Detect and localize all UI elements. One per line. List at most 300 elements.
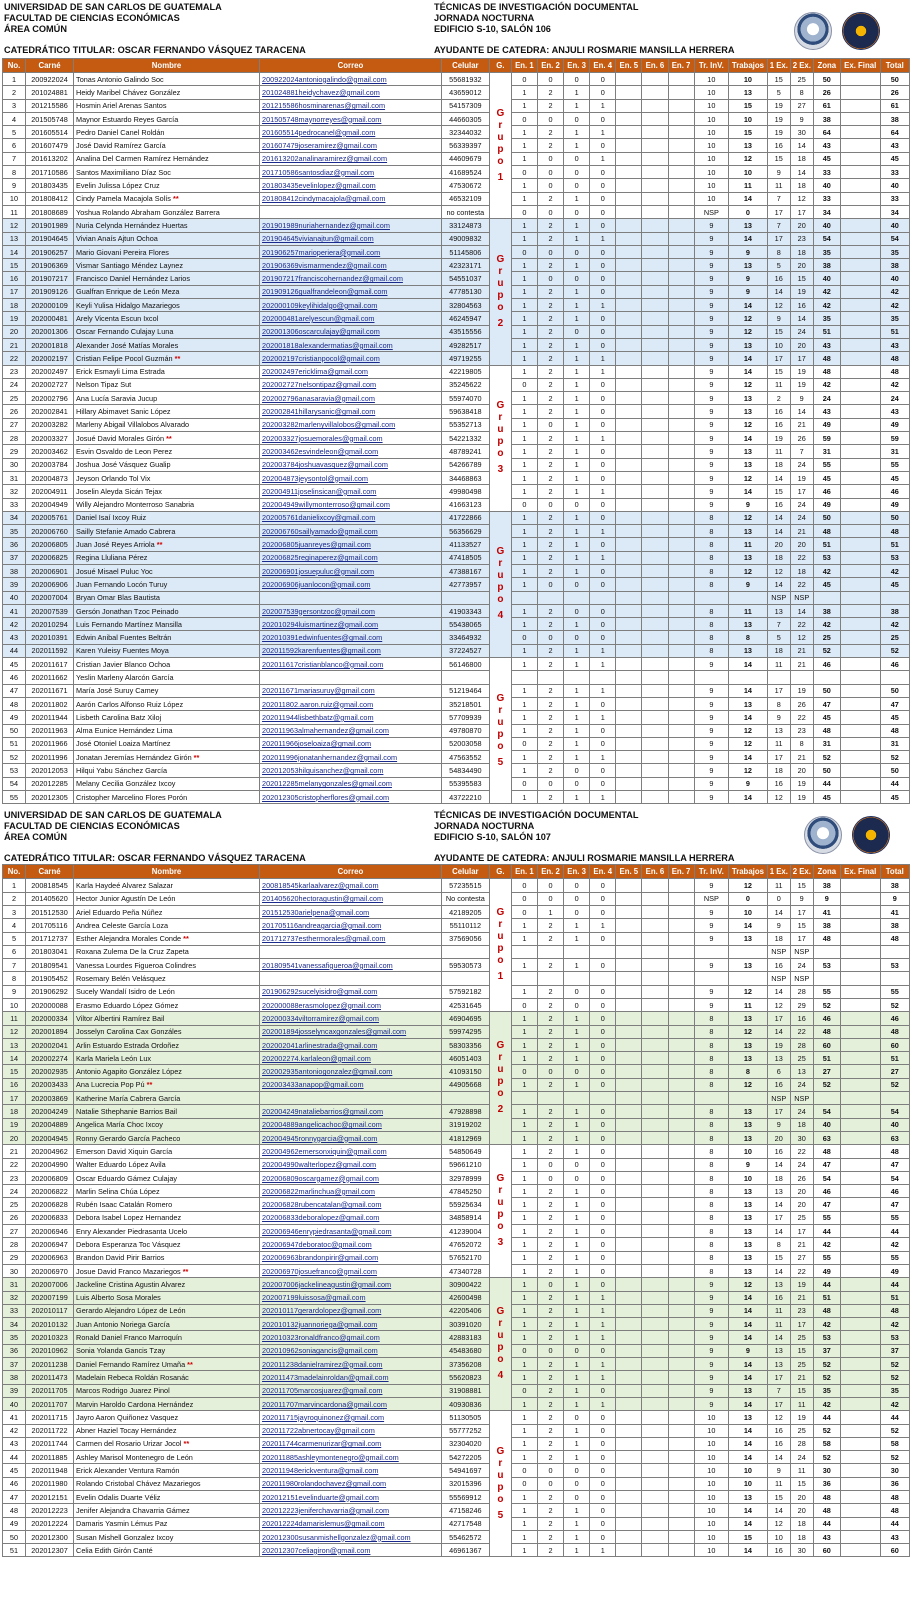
email[interactable]: 202007006jackelineagustin@gmail.com: [260, 1278, 442, 1291]
phone: 54850649: [441, 1145, 489, 1158]
en-3: 1: [564, 1105, 590, 1118]
group-letter: u: [497, 1469, 504, 1481]
student-row: [3, 312, 910, 325]
zona: 55: [813, 1251, 840, 1264]
email[interactable]: 202004949willymonterroso@gmail.com: [260, 498, 442, 511]
email[interactable]: 201907217franciscohernandez@gmail.com: [260, 272, 442, 285]
email[interactable]: 202001306oscarculajay@gmail.com: [260, 325, 442, 338]
email[interactable]: 202011722abnertocay@gmail.com: [260, 1424, 442, 1437]
trabajos: 14: [729, 1424, 768, 1437]
student-row: [3, 1145, 910, 1158]
email[interactable]: 202011238danielramirez@gmail.com: [260, 1358, 442, 1371]
carne: 202010132: [25, 1318, 73, 1331]
email[interactable]: 202003462esvindeleon@gmail.com: [260, 445, 442, 458]
en-6: [642, 445, 668, 458]
group-label: [489, 1145, 511, 1278]
final-exam: [840, 1517, 880, 1530]
en-7: [668, 219, 694, 232]
en-7: [668, 1544, 694, 1557]
email[interactable]: 202004962emersonxiquin@gmail.com: [260, 1145, 442, 1158]
en-2: 2: [537, 1225, 563, 1238]
tr-inv: 10: [694, 112, 728, 125]
student-row: [3, 525, 910, 538]
en-7: [668, 112, 694, 125]
en-2: 2: [537, 1331, 563, 1344]
en-3: 1: [564, 1052, 590, 1065]
total: 37: [880, 1344, 909, 1357]
student-row: [3, 578, 910, 591]
email[interactable]: 202006901josuepuluc@gmail.com: [260, 564, 442, 577]
email[interactable]: 202010962soniagancis@gmail.com: [260, 1344, 442, 1357]
final-exam: [840, 1344, 880, 1357]
email[interactable]: 202007539gersontzoc@gmail.com: [260, 604, 442, 617]
total: 51: [880, 1291, 909, 1304]
en-5: [616, 1105, 642, 1118]
email[interactable]: 201906369vismarmendez@gmail.com: [260, 259, 442, 272]
zona: 38: [813, 879, 840, 892]
email[interactable]: 202003282marlenyvillalobos@gmail.com: [260, 418, 442, 431]
email[interactable]: 202004911joselinsican@gmail.com: [260, 485, 442, 498]
en-5: [616, 945, 642, 958]
email[interactable]: 202000481arelyescun@gmail.com: [260, 312, 442, 325]
email[interactable]: 202006805juanreyes@gmail.com: [260, 538, 442, 551]
email[interactable]: 202003433anapop@gmail.com: [260, 1078, 442, 1091]
total: 52: [880, 1451, 909, 1464]
en-6: [642, 73, 668, 86]
student-row: [3, 671, 910, 684]
email[interactable]: 202005761danielixcoy@gmail.com: [260, 511, 442, 524]
email[interactable]: [260, 205, 442, 218]
en-2: 2: [537, 1544, 563, 1557]
email[interactable]: 201705116andreagarcia@gmail.com: [260, 919, 442, 932]
tr-inv: 9: [694, 985, 728, 998]
group-letter: p: [497, 1481, 504, 1493]
phone: 30900422: [441, 1278, 489, 1291]
en-2: 2: [537, 1451, 563, 1464]
email[interactable]: 202006970josuefranco@gmail.com: [260, 1264, 442, 1277]
en-6: [642, 945, 668, 958]
column-header: No.: [3, 865, 26, 879]
email[interactable]: 202002497ericklima@gmail.com: [260, 365, 442, 378]
email[interactable]: 202006833deboralopez@gmail.com: [260, 1211, 442, 1224]
en-4: 0: [590, 1451, 616, 1464]
zona: 48: [813, 1504, 840, 1517]
email[interactable]: 202006828rubencatalan@gmail.com: [260, 1198, 442, 1211]
trabajos: 12: [729, 764, 768, 777]
row-number: 14: [3, 1052, 26, 1065]
email[interactable]: 202004249nataliebarrios@gmail.com: [260, 1105, 442, 1118]
en-7: [668, 1105, 694, 1118]
email[interactable]: 201710586santosdiaz@gmail.com: [260, 166, 442, 179]
email[interactable]: 201906292sucelyisidro@gmail.com: [260, 985, 442, 998]
en-3: 1: [564, 1238, 590, 1251]
en-3: 1: [564, 1225, 590, 1238]
email[interactable]: 202006947deboratoc@gmail.com: [260, 1238, 442, 1251]
en-3: 1: [564, 139, 590, 152]
email[interactable]: 202000088erasmolopez@gmail.com: [260, 999, 442, 1012]
en-2: 2: [537, 1078, 563, 1091]
email[interactable]: 201512530arielpena@gmail.com: [260, 905, 442, 918]
student-name: Luis Fernando Martínez Mansilla: [74, 618, 260, 631]
email[interactable]: 202011473madelainroldan@gmail.com: [260, 1371, 442, 1384]
row-number: 21: [3, 338, 26, 351]
exam-1: NSP: [767, 1092, 790, 1105]
row-number: 27: [3, 1225, 26, 1238]
zona: 43: [813, 1530, 840, 1543]
phone: 42531645: [441, 999, 489, 1012]
en-3: [564, 671, 590, 684]
email[interactable]: 202006825reginaperez@gmail.com: [260, 551, 442, 564]
en-4: 0: [590, 737, 616, 750]
en-7: [668, 152, 694, 165]
email[interactable]: 202002197cristianpocol@gmail.com: [260, 352, 442, 365]
student-name: María José Suruy Camey: [74, 684, 260, 697]
email[interactable]: 202003784joshuavasquez@gmail.com: [260, 458, 442, 471]
student-row: [3, 1530, 910, 1543]
en-5: [616, 458, 642, 471]
email[interactable]: 202010132juannoriega@gmail.com: [260, 1318, 442, 1331]
en-1: 1: [511, 932, 537, 945]
student-row: [3, 1185, 910, 1198]
final-exam: [840, 1358, 880, 1371]
en-4: 0: [590, 1424, 616, 1437]
email[interactable]: [260, 591, 442, 604]
email[interactable]: 201613202analinaramirez@gmail.com: [260, 152, 442, 165]
email[interactable]: 202011948erickventura@gmail.com: [260, 1464, 442, 1477]
email[interactable]: 202011744carmenurizar@gmail.com: [260, 1437, 442, 1450]
student-row: [3, 1464, 910, 1477]
en-5: [616, 471, 642, 484]
carne: 202004889: [25, 1118, 73, 1131]
en-3: 1: [564, 445, 590, 458]
student-row: [3, 538, 910, 551]
email[interactable]: 202004889angelicachoc@gmail.com: [260, 1118, 442, 1131]
email[interactable]: 202012224damarislemus@gmail.com: [260, 1517, 442, 1530]
exam-1: 14: [767, 578, 790, 591]
email[interactable]: 202012151evelinduarte@gmail.com: [260, 1490, 442, 1503]
zona: [813, 591, 840, 604]
email[interactable]: 202011617cristianblanco@gmail.com: [260, 658, 442, 671]
student-name: Joshua José Vásquez Gualip: [74, 458, 260, 471]
email[interactable]: 202011671mariasuruy@gmail.com: [260, 684, 442, 697]
en-3: 0: [564, 245, 590, 258]
phone: 49780870: [441, 724, 489, 737]
group-number: 1: [497, 971, 504, 983]
email[interactable]: 202006822marlinchua@gmail.com: [260, 1185, 442, 1198]
email[interactable]: 201215586hosminarenas@gmail.com: [260, 99, 442, 112]
email[interactable]: [260, 945, 442, 958]
en-2: 2: [537, 1105, 563, 1118]
email[interactable]: 202012305cristopherflores@gmail.com: [260, 791, 442, 804]
student-name: Daniel Isaí Ixcoy Ruiz: [74, 511, 260, 524]
email[interactable]: 202011963almahernandez@gmail.com: [260, 724, 442, 737]
en-3: 1: [564, 1517, 590, 1530]
en-6: [642, 919, 668, 932]
email[interactable]: 201505748maynorreyes@gmail.com: [260, 112, 442, 125]
en-4: 0: [590, 985, 616, 998]
email[interactable]: 202004945ronnygarcia@gmail.com: [260, 1131, 442, 1144]
zona: 42: [813, 299, 840, 312]
en-5: [616, 764, 642, 777]
catedratico-titular: CATEDRÁTICO TITULAR: OSCAR FERNANDO VÁSQUEZ TARACENA: [4, 853, 306, 864]
en-6: [642, 126, 668, 139]
en-5: [616, 338, 642, 351]
email[interactable]: 202010117gerardolopez@gmail.com: [260, 1304, 442, 1317]
total: [880, 591, 909, 604]
student-name: [74, 538, 260, 551]
phone: 56339397: [441, 139, 489, 152]
email[interactable]: [260, 1092, 442, 1105]
en-4: 0: [590, 959, 616, 972]
zona: 38: [813, 259, 840, 272]
email[interactable]: 201909126gualfrandeleon@gmail.com: [260, 285, 442, 298]
final-exam: [840, 1331, 880, 1344]
email[interactable]: 201024881heidychavez@gmail.com: [260, 86, 442, 99]
en-7: [668, 139, 694, 152]
exam-1: 13: [767, 604, 790, 617]
exam-1: 12: [767, 791, 790, 804]
email[interactable]: 202002796anasaravia@gmail.com: [260, 392, 442, 405]
email[interactable]: 202000109keylihidalgo@gmail.com: [260, 299, 442, 312]
email[interactable]: 202011802.aaron.ruiz@gmail.com: [260, 697, 442, 710]
trabajos: 14: [729, 1371, 768, 1384]
exam-1: 12: [767, 299, 790, 312]
row-number: 40: [3, 591, 26, 604]
trabajos: 13: [729, 405, 768, 418]
exam-2: 22: [790, 711, 813, 724]
email[interactable]: 201901989nuriahernandez@gmail.com: [260, 219, 442, 232]
en-6: [642, 604, 668, 617]
exam-2: 17: [790, 1225, 813, 1238]
email[interactable]: 202002841hillarysanic@gmail.com: [260, 405, 442, 418]
email[interactable]: 201605514pedrocanel@gmail.com: [260, 126, 442, 139]
trabajos: [729, 671, 768, 684]
zona: 55: [813, 985, 840, 998]
phone: 42883183: [441, 1331, 489, 1344]
email[interactable]: 202001818alexandermatias@gmail.com: [260, 338, 442, 351]
email[interactable]: 202011715jayroquinonez@gmail.com: [260, 1411, 442, 1424]
student-row: [3, 471, 910, 484]
email[interactable]: 202012307celiagiron@gmail.com: [260, 1544, 442, 1557]
en-4: 1: [590, 644, 616, 657]
final-exam: [840, 312, 880, 325]
email[interactable]: 202000334viltorramirez@gmail.com: [260, 1012, 442, 1025]
en-4: 0: [590, 578, 616, 591]
en-1: 1: [511, 1318, 537, 1331]
en-3: 1: [564, 1278, 590, 1291]
email[interactable]: 202010391edwinfuentes@gmail.com: [260, 631, 442, 644]
exam-2: 18: [790, 245, 813, 258]
email[interactable]: 202012285melanygonzales@gmail.com: [260, 777, 442, 790]
student-name: Willy Alejandro Monterroso Sanabria: [74, 498, 260, 511]
en-5: [616, 985, 642, 998]
student-name: Arely Vicenta Escun Ixcol: [74, 312, 260, 325]
column-header: Celular: [441, 59, 489, 73]
student-row: [3, 631, 910, 644]
email[interactable]: 202002274.karlaleon@gmail.com: [260, 1052, 442, 1065]
email[interactable]: 200818545karlaalvarez@gmail.com: [260, 879, 442, 892]
student-name: Bryan Omar Blas Bautista: [74, 591, 260, 604]
en-2: 2: [537, 764, 563, 777]
email[interactable]: 202011944lisbethbatz@gmail.com: [260, 711, 442, 724]
section-1-header: [0, 0, 912, 58]
email[interactable]: 202011966joseloaiza@gmail.com: [260, 737, 442, 750]
en-5: [616, 1504, 642, 1517]
email[interactable]: 202002727nelsontipaz@gmail.com: [260, 378, 442, 391]
email[interactable]: 202003327josuemorales@gmail.com: [260, 432, 442, 445]
row-number: 29: [3, 1251, 26, 1264]
en-2: 2: [537, 232, 563, 245]
email[interactable]: 202010294luismartinez@gmail.com: [260, 618, 442, 631]
zona: 48: [813, 352, 840, 365]
email[interactable]: 202012300susanmishellgonzalez@gmail.com: [260, 1530, 442, 1543]
email[interactable]: 202010323ronaldfranco@gmail.com: [260, 1331, 442, 1344]
repeat-marker: **: [174, 353, 181, 363]
repeat-marker: **: [183, 934, 189, 944]
trabajos: 14: [729, 232, 768, 245]
email[interactable]: [260, 671, 442, 684]
en-3: 1: [564, 432, 590, 445]
group-letter: G: [496, 107, 505, 119]
row-number: 22: [3, 352, 26, 365]
carne: 202007006: [25, 1278, 73, 1291]
phone: 51130505: [441, 1411, 489, 1424]
en-4: 1: [590, 432, 616, 445]
en-7: [668, 1424, 694, 1437]
en-2: 2: [537, 791, 563, 804]
email[interactable]: 201904645vivianajtun@gmail.com: [260, 232, 442, 245]
exam-1: 14: [767, 1158, 790, 1171]
email[interactable]: 202006963brandonpirir@gmail.com: [260, 1251, 442, 1264]
carne: 202002274: [25, 1052, 73, 1065]
student-row: [3, 1278, 910, 1291]
en-4: 0: [590, 905, 616, 918]
row-number: 33: [3, 498, 26, 511]
phone: 54272205: [441, 1451, 489, 1464]
group-letter: G: [496, 400, 505, 412]
en-3: 0: [564, 578, 590, 591]
email[interactable]: 202004990walterlopez@gmail.com: [260, 1158, 442, 1171]
en-6: [642, 1092, 668, 1105]
student-name: Evelin Julissa López Cruz: [74, 179, 260, 192]
en-6: [642, 245, 668, 258]
column-header: En. 1: [511, 865, 537, 879]
total: 42: [880, 1238, 909, 1251]
email[interactable]: 202011707marvincardona@gmail.com: [260, 1397, 442, 1410]
en-2: 2: [537, 392, 563, 405]
trabajos: 13: [729, 338, 768, 351]
trabajos: 12: [729, 564, 768, 577]
email[interactable]: 202011996jonatanhernandez@gmail.com: [260, 751, 442, 764]
en-4: 0: [590, 538, 616, 551]
tr-inv: 9: [694, 485, 728, 498]
phone: 37356208: [441, 1358, 489, 1371]
email[interactable]: 201405620hectoragustin@gmail.com: [260, 892, 442, 905]
final-exam: [840, 777, 880, 790]
email[interactable]: 202006809oscargamez@gmail.com: [260, 1171, 442, 1184]
column-header: En. 1: [511, 59, 537, 73]
total: 59: [880, 432, 909, 445]
en-4: 0: [590, 1437, 616, 1450]
phone: 47928898: [441, 1105, 489, 1118]
email[interactable]: 202006760saillyamado@gmail.com: [260, 525, 442, 538]
en-1: [511, 671, 537, 684]
email[interactable]: 202012223jeniferchavarria@gmail.com: [260, 1504, 442, 1517]
student-name: Abner Haziel Tocay Hernández: [74, 1424, 260, 1437]
email[interactable]: 202001894josselyncaxgonzales@gmail.com: [260, 1025, 442, 1038]
student-row: [3, 485, 910, 498]
phone: 46245947: [441, 312, 489, 325]
email[interactable]: 202004873jeysontol@gmail.com: [260, 471, 442, 484]
email[interactable]: 201803435evelinlopez@gmail.com: [260, 179, 442, 192]
email[interactable]: 202011885ashleymontenegro@gmail.com: [260, 1451, 442, 1464]
row-number: 15: [3, 1065, 26, 1078]
email[interactable]: 202006906juanlocon@gmail.com: [260, 578, 442, 591]
carne: 201215586: [25, 99, 73, 112]
email[interactable]: 202002041arlinestrada@gmail.com: [260, 1038, 442, 1051]
phone: 37569056: [441, 932, 489, 945]
row-number: 25: [3, 392, 26, 405]
tr-inv: 10: [694, 1451, 728, 1464]
email[interactable]: 202011592karenfuentes@gmail.com: [260, 644, 442, 657]
total: 51: [880, 325, 909, 338]
email[interactable]: 202002935antoniogonzalez@gmail.com: [260, 1065, 442, 1078]
trabajos: 12: [729, 985, 768, 998]
phone: 47340728: [441, 1264, 489, 1277]
row-number: 7: [3, 959, 26, 972]
carne: 202006963: [25, 1251, 73, 1264]
phone: 34468863: [441, 471, 489, 484]
carne: 201905452: [25, 972, 73, 985]
total: 42: [880, 299, 909, 312]
email[interactable]: 202011980rolandochavez@gmail.com: [260, 1477, 442, 1490]
email[interactable]: 202011705marcosjuarez@gmail.com: [260, 1384, 442, 1397]
row-number: 45: [3, 658, 26, 671]
student-row: [3, 1078, 910, 1091]
en-3: 1: [564, 1397, 590, 1410]
trabajos: 9: [729, 285, 768, 298]
email[interactable]: 200922024antoniogalindo@gmail.com: [260, 73, 442, 86]
en-3: 1: [564, 1038, 590, 1051]
en-3: 1: [564, 511, 590, 524]
email[interactable]: 201607479joseramirez@gmail.com: [260, 139, 442, 152]
email[interactable]: 201808412cindymacajola@gmail.com: [260, 192, 442, 205]
carne: 202003327: [25, 432, 73, 445]
column-header: En. 5: [616, 865, 642, 879]
en-6: [642, 711, 668, 724]
zona: 50: [813, 511, 840, 524]
email[interactable]: 201809541vanessafigueroa@gmail.com: [260, 959, 442, 972]
student-row: [3, 299, 910, 312]
student-row: [3, 1092, 910, 1105]
student-name: Karla Mariela León Lux: [74, 1052, 260, 1065]
email[interactable]: 202012053hilquisanchez@gmail.com: [260, 764, 442, 777]
en-5: [616, 112, 642, 125]
en-5: [616, 285, 642, 298]
carne: 202011744: [25, 1437, 73, 1450]
email[interactable]: 201906257marioperiera@gmail.com: [260, 245, 442, 258]
carne: 202004990: [25, 1158, 73, 1171]
final-exam: [840, 945, 880, 958]
email[interactable]: 201712737esthermorales@gmail.com: [260, 932, 442, 945]
email[interactable]: 202006946enrypiedrasanta@gmail.com: [260, 1225, 442, 1238]
student-row: [3, 1411, 910, 1424]
email[interactable]: 202007199luissosa@gmail.com: [260, 1291, 442, 1304]
row-number: 46: [3, 671, 26, 684]
student-name: Vanessa Lourdes Figueroa Colindres: [74, 959, 260, 972]
exam-2: 21: [790, 1291, 813, 1304]
email[interactable]: [260, 972, 442, 985]
